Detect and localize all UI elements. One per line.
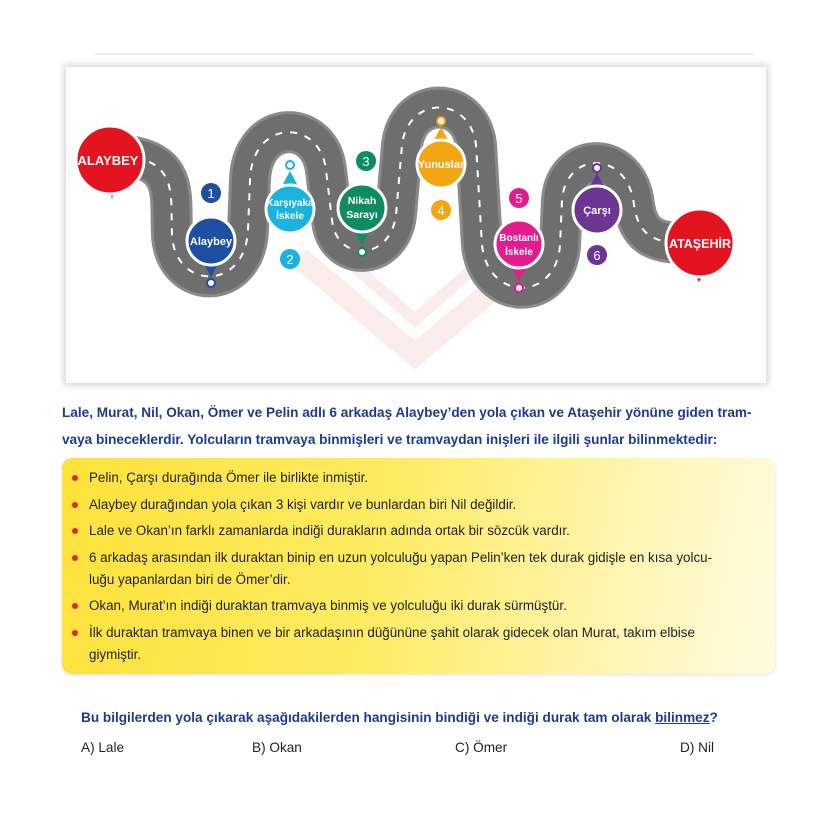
option-d[interactable]: D) Nil bbox=[680, 740, 714, 755]
stop-4-number: 4 bbox=[437, 203, 445, 218]
fact-4-text-line1: 6 arkadaş arasından ilk duraktan binip en uzun yolculuğu yapan Pelin’ken tek durak gidişle en kısa yolcu- bbox=[89, 550, 713, 565]
start-pin-label: ALAYBEY bbox=[77, 153, 139, 168]
stop-3-number: 3 bbox=[362, 154, 370, 169]
stop-2-label-line2: İskele bbox=[276, 211, 304, 222]
fact-6-text-line2: giymiştir. bbox=[89, 647, 142, 662]
top-divider bbox=[95, 53, 755, 55]
bullet-icon bbox=[72, 475, 78, 481]
bullet-icon bbox=[72, 555, 78, 561]
bullet-icon bbox=[72, 528, 78, 534]
fact-2-text: Alaybey durağından yola çıkan 3 kişi vardır ve bunlardan biri Nil değildir. bbox=[89, 497, 517, 512]
tram-route-map bbox=[66, 67, 766, 383]
fact-item bbox=[89, 520, 754, 542]
end-pin-atasehir bbox=[666, 209, 734, 282]
stop-2-number: 2 bbox=[286, 252, 294, 267]
option-c[interactable]: C) Ömer bbox=[455, 740, 508, 755]
intro-line-2: vaya bineceklerdir. Yolcuların tramvaya binmişleri ve tramvaydan inişleri ile ilgili şunlar bilinmektedir: bbox=[62, 432, 718, 447]
stop-6-label: Çarşı bbox=[583, 205, 611, 217]
question-mark: ? bbox=[709, 710, 718, 725]
fact-item bbox=[89, 595, 754, 617]
bullet-icon bbox=[72, 502, 78, 508]
fact-item bbox=[89, 494, 754, 516]
fact-item bbox=[89, 547, 754, 591]
stop-5-label-line2: İskele bbox=[505, 247, 533, 258]
route-map-svg bbox=[66, 67, 766, 383]
fact-4-text-line2: luğu yapanlardan biri de Ömer’dir. bbox=[89, 572, 291, 587]
stop-5-label-line1: Bostanlı bbox=[499, 233, 539, 244]
stop-5-number: 5 bbox=[515, 191, 523, 206]
facts-box bbox=[62, 458, 775, 674]
start-pin-alaybey bbox=[76, 126, 144, 200]
stop-2-label-line1: Karşıyaka bbox=[266, 198, 314, 209]
end-pin-label: ATAŞEHİR bbox=[668, 237, 732, 251]
stop-1-label: Alaybey bbox=[189, 236, 233, 248]
question-stem bbox=[81, 709, 781, 727]
intro-line-1: Lale, Murat, Nil, Okan, Ömer ve Pelin adlı 6 arkadaş Alaybey’den yola çıkan ve Ataşehir yönüne giden tram- bbox=[62, 405, 752, 420]
bullet-icon bbox=[72, 603, 78, 609]
fact-1-text: Pelin, Çarşı durağında Ömer ile birlikte inmiştir. bbox=[89, 470, 369, 485]
option-b[interactable]: B) Okan bbox=[252, 740, 302, 755]
stop-3-label-line1: Nikah bbox=[347, 195, 377, 207]
fact-item bbox=[89, 622, 754, 666]
stop-1-number: 1 bbox=[207, 186, 215, 201]
fact-3-text: Lale ve Okan’ın farklı zamanlarda indiği durakların adında ortak bir sözcük vardır. bbox=[89, 523, 570, 538]
fact-5-text: Okan, Murat’ın indiği duraktan tramvaya binmiş ve yolculuğu iki durak sürmüştür. bbox=[89, 598, 567, 613]
fact-item bbox=[89, 467, 754, 489]
option-a[interactable]: A) Lale bbox=[81, 740, 125, 755]
stop-4-label: Yunuslar bbox=[417, 159, 465, 171]
stop-3-label-line2: Sarayı bbox=[346, 209, 378, 221]
bullet-icon bbox=[72, 630, 78, 636]
question-underlined-word: bilinmez bbox=[655, 710, 710, 725]
stop-6-number: 6 bbox=[593, 248, 601, 263]
question-text: Bu bilgilerden yola çıkarak aşağıdakilerden hangisinin bindiği ve indiği durak tam olarak bbox=[81, 710, 656, 725]
problem-intro bbox=[62, 399, 782, 453]
fact-6-text-line1: İlk duraktan tramvaya binen ve bir arkadaşının düğününe şahit olarak gidecek olan Murat, takım elbise bbox=[89, 625, 695, 640]
